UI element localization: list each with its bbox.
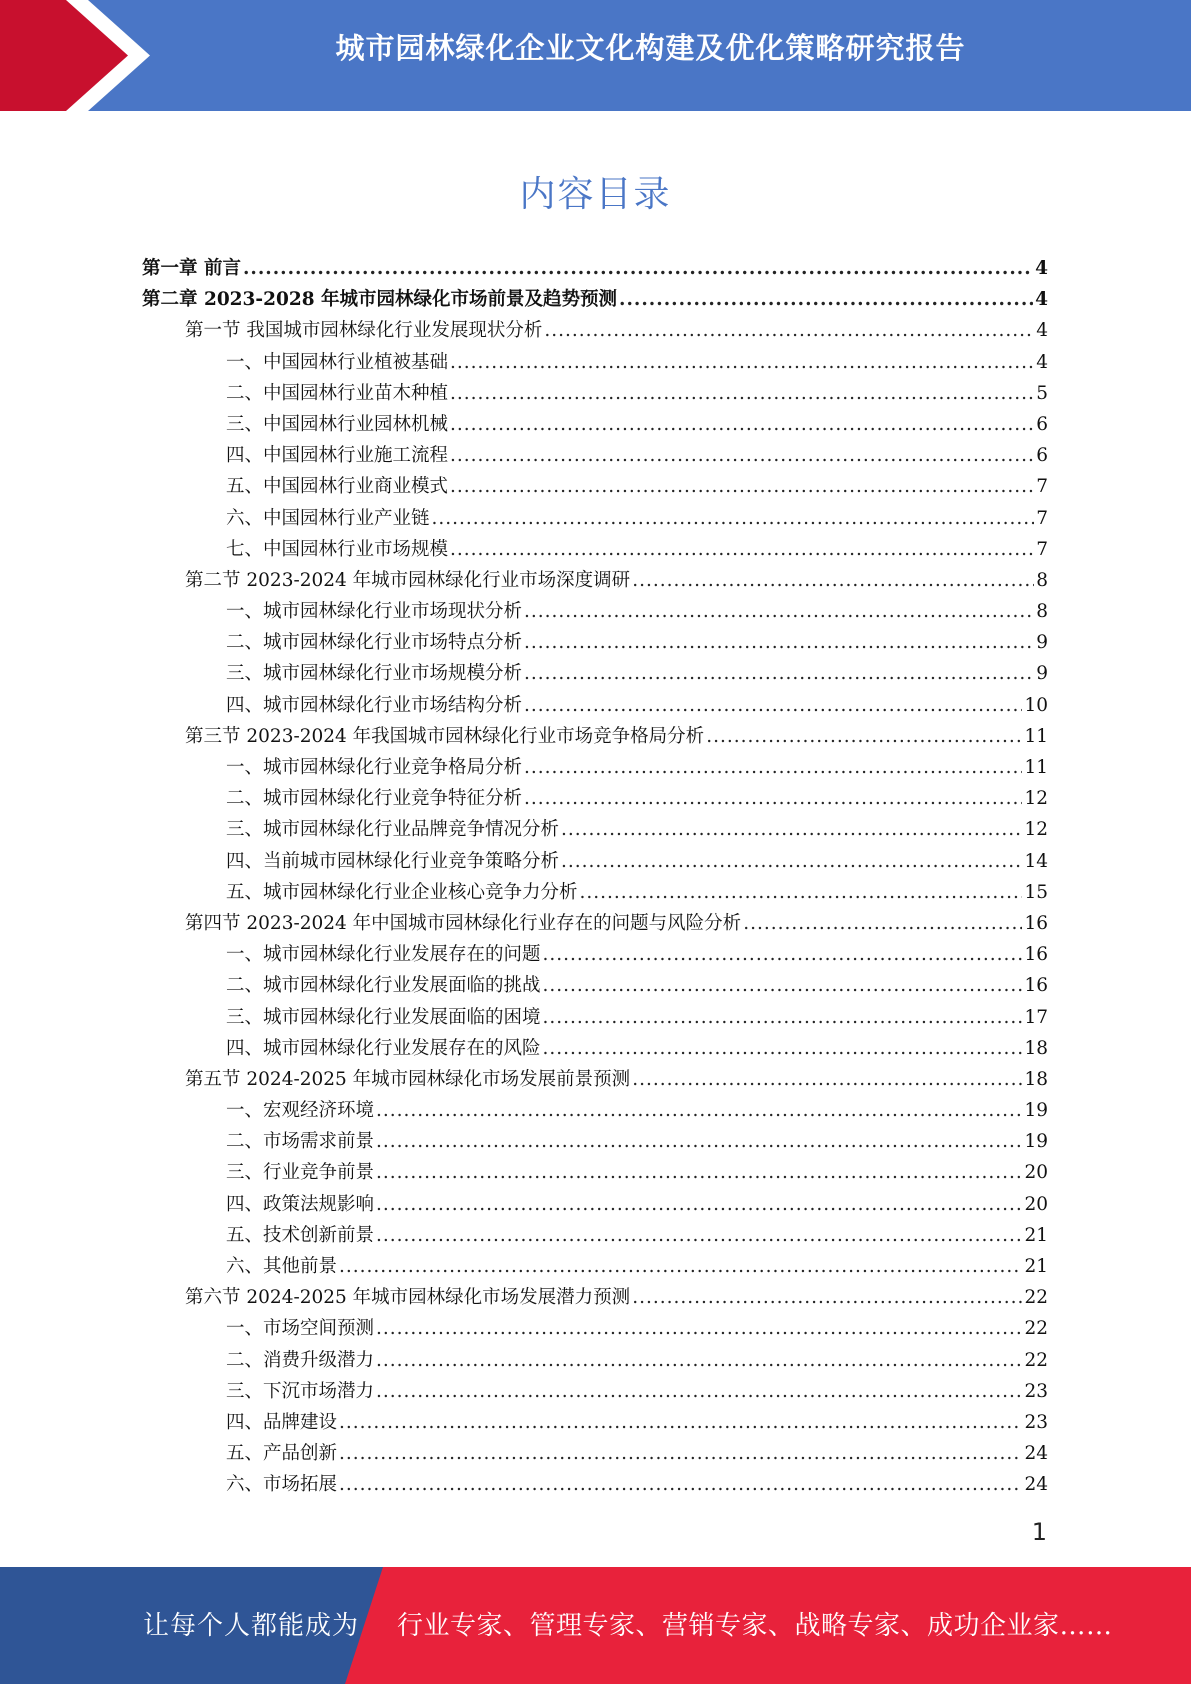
toc-dot-leader bbox=[376, 1376, 1022, 1407]
toc-entry[interactable] bbox=[142, 565, 1048, 596]
toc-entry-title: 第三节 2023-2024 年我国城市园林绿化行业市场竞争格局分析 bbox=[185, 725, 705, 747]
toc-entry[interactable] bbox=[142, 721, 1048, 752]
toc-dot-leader bbox=[339, 1407, 1022, 1438]
toc-entry[interactable] bbox=[142, 1002, 1048, 1033]
toc-dot-leader bbox=[706, 721, 1022, 752]
toc-entry-title: 二、城市园林绿化行业竞争特征分析 bbox=[226, 788, 523, 810]
toc-entry[interactable] bbox=[142, 1407, 1048, 1438]
toc-entry[interactable] bbox=[142, 908, 1048, 939]
toc-entry-title: 三、行业竞争前景 bbox=[226, 1162, 375, 1184]
toc-dot-leader bbox=[632, 1282, 1022, 1313]
toc-dot-leader bbox=[376, 1126, 1022, 1157]
toc-entry-page: 9 bbox=[1036, 632, 1048, 654]
toc-dot-leader bbox=[524, 690, 1022, 721]
toc-entry-page: 22 bbox=[1024, 1287, 1048, 1309]
toc-dot-leader bbox=[543, 939, 1023, 970]
toc-dot-leader bbox=[619, 284, 1033, 315]
toc-entry[interactable] bbox=[142, 315, 1048, 346]
toc-entry-page: 23 bbox=[1024, 1411, 1048, 1433]
toc-entry-title: 二、市场需求前景 bbox=[226, 1131, 375, 1153]
toc-entry-title: 第六节 2024-2025 年城市园林绿化市场发展潜力预测 bbox=[185, 1287, 631, 1309]
toc-dot-leader bbox=[339, 1469, 1022, 1500]
toc-entry-title: 四、品牌建设 bbox=[226, 1411, 338, 1433]
toc-entry[interactable] bbox=[142, 1469, 1048, 1500]
toc-entry-title: 第四节 2023-2024 年中国城市园林绿化行业存在的问题与风险分析 bbox=[185, 912, 742, 934]
toc-entry-title: 一、城市园林绿化行业竞争格局分析 bbox=[226, 757, 523, 778]
toc-entry-title: 二、消费升级潜力 bbox=[226, 1349, 375, 1371]
toc-entry-page: 7 bbox=[1036, 476, 1048, 498]
toc-entry-page: 9 bbox=[1036, 663, 1048, 685]
toc-entry-page: 6 bbox=[1036, 445, 1048, 467]
toc-entry-page: 21 bbox=[1024, 1224, 1048, 1246]
toc-dot-leader bbox=[376, 1157, 1022, 1188]
toc-dot-leader bbox=[339, 1438, 1022, 1469]
toc-dot-leader bbox=[561, 846, 1022, 877]
toc-entry-title: 五、技术创新前景 bbox=[226, 1224, 375, 1246]
toc-entry[interactable] bbox=[142, 1438, 1048, 1469]
toc-entry-title: 五、中国园林行业商业模式 bbox=[226, 476, 449, 498]
toc-dot-leader bbox=[524, 783, 1022, 814]
toc-entry-page: 12 bbox=[1024, 788, 1048, 810]
toc-entry-title: 三、城市园林绿化行业市场规模分析 bbox=[226, 663, 523, 685]
toc-entry[interactable] bbox=[142, 877, 1048, 908]
toc-entry-title: 第一章 前言 bbox=[142, 258, 241, 279]
table-of-contents bbox=[142, 253, 1048, 1501]
toc-entry-title: 四、当前城市园林绿化行业竞争策略分析 bbox=[226, 850, 560, 872]
toc-entry-title: 三、城市园林绿化行业发展面临的困境 bbox=[226, 1006, 541, 1028]
toc-entry-title: 六、中国园林行业产业链 bbox=[226, 507, 430, 529]
page-number: 1 bbox=[1031, 1518, 1047, 1546]
toc-entry-title: 第五节 2024-2025 年城市园林绿化市场发展前景预测 bbox=[185, 1068, 631, 1090]
toc-entry-title: 四、中国园林行业施工流程 bbox=[226, 445, 449, 467]
toc-dot-leader bbox=[524, 752, 1022, 783]
toc-entry-title: 二、城市园林绿化行业发展面临的挑战 bbox=[226, 975, 541, 997]
toc-entry-title: 一、城市园林绿化行业市场现状分析 bbox=[226, 601, 523, 623]
toc-entry-page: 23 bbox=[1024, 1380, 1048, 1402]
toc-dot-leader bbox=[450, 378, 1034, 409]
toc-entry-title: 四、城市园林绿化行业发展存在的风险 bbox=[226, 1037, 541, 1059]
toc-entry-page: 22 bbox=[1024, 1318, 1048, 1340]
toc-entry-page: 16 bbox=[1024, 944, 1048, 966]
footer-slogan-left: 让每个人都能成为 bbox=[143, 1611, 360, 1641]
toc-entry-page: 14 bbox=[1024, 850, 1048, 872]
toc-dot-leader bbox=[632, 565, 1034, 596]
toc-dot-leader bbox=[376, 1313, 1022, 1344]
toc-entry-title: 一、中国园林行业植被基础 bbox=[226, 351, 449, 373]
toc-entry-page: 5 bbox=[1036, 382, 1048, 404]
toc-dot-leader bbox=[632, 1064, 1022, 1095]
toc-dot-leader bbox=[450, 534, 1034, 565]
footer-slogan-right: 行业专家、管理专家、营销专家、战略专家、成功企业家…… bbox=[397, 1611, 1113, 1641]
toc-dot-leader bbox=[243, 253, 1033, 284]
report-title: 城市园林绿化企业文化构建及优化策略研究报告 bbox=[335, 31, 966, 65]
toc-entry-title: 四、政策法规影响 bbox=[226, 1193, 375, 1215]
toc-entry[interactable] bbox=[142, 1376, 1048, 1407]
toc-dot-leader bbox=[376, 1220, 1022, 1251]
toc-entry-title: 五、城市园林绿化行业企业核心竞争力分析 bbox=[226, 881, 578, 903]
toc-entry[interactable] bbox=[142, 378, 1048, 409]
toc-entry-title: 第二章 2023-2028 年城市园林绿化市场前景及趋势预测 bbox=[142, 289, 618, 311]
toc-entry[interactable] bbox=[142, 409, 1048, 440]
header-banner bbox=[0, 0, 1191, 111]
toc-entry-title: 三、下沉市场潜力 bbox=[226, 1380, 375, 1402]
toc-entry[interactable] bbox=[142, 503, 1048, 534]
toc-entry-page: 11 bbox=[1024, 725, 1048, 747]
toc-entry-title: 一、宏观经济环境 bbox=[226, 1100, 375, 1122]
toc-entry[interactable] bbox=[142, 783, 1048, 814]
toc-entry[interactable] bbox=[142, 627, 1048, 658]
toc-entry[interactable] bbox=[142, 1282, 1048, 1313]
toc-heading: 内容目录 bbox=[519, 174, 672, 215]
toc-dot-leader bbox=[432, 503, 1035, 534]
toc-entry-page: 18 bbox=[1024, 1037, 1048, 1059]
toc-entry[interactable] bbox=[142, 1220, 1048, 1251]
toc-entry[interactable] bbox=[142, 1189, 1048, 1220]
toc-entry-title: 六、市场拓展 bbox=[226, 1474, 338, 1496]
toc-dot-leader bbox=[580, 877, 1023, 908]
toc-entry-page: 6 bbox=[1036, 413, 1048, 435]
toc-entry-page: 7 bbox=[1036, 538, 1048, 560]
toc-entry-title: 七、中国园林行业市场规模 bbox=[226, 538, 449, 560]
toc-dot-leader bbox=[743, 908, 1022, 939]
toc-dot-leader bbox=[543, 1033, 1023, 1064]
toc-dot-leader bbox=[376, 1095, 1022, 1126]
toc-dot-leader bbox=[524, 627, 1034, 658]
toc-entry-title: 四、城市园林绿化行业市场结构分析 bbox=[226, 694, 523, 716]
toc-entry-page: 24 bbox=[1024, 1443, 1048, 1465]
toc-entry-title: 二、中国园林行业苗木种植 bbox=[226, 382, 449, 404]
footer-banner bbox=[0, 1567, 1191, 1684]
toc-entry[interactable] bbox=[142, 970, 1048, 1001]
toc-entry-title: 五、产品创新 bbox=[226, 1443, 338, 1465]
toc-entry[interactable] bbox=[142, 690, 1048, 721]
red-chevron-icon bbox=[0, 0, 160, 111]
toc-entry-page: 20 bbox=[1024, 1162, 1048, 1184]
toc-entry[interactable] bbox=[142, 534, 1048, 565]
toc-entry-page: 21 bbox=[1024, 1256, 1048, 1277]
toc-entry[interactable] bbox=[142, 471, 1048, 502]
toc-entry-page: 24 bbox=[1024, 1474, 1048, 1496]
toc-entry-page: 16 bbox=[1024, 912, 1048, 934]
toc-entry-title: 三、中国园林行业园林机械 bbox=[226, 413, 449, 435]
toc-entry-page: 8 bbox=[1036, 569, 1048, 591]
toc-entry-page: 10 bbox=[1024, 694, 1048, 716]
toc-dot-leader bbox=[450, 409, 1034, 440]
toc-entry[interactable] bbox=[142, 939, 1048, 970]
toc-entry-page: 4 bbox=[1035, 258, 1048, 279]
toc-entry-title: 第一节 我国城市园林绿化行业发展现状分析 bbox=[185, 320, 543, 342]
toc-entry-page: 4 bbox=[1036, 320, 1048, 342]
toc-entry-title: 三、城市园林绿化行业品牌竞争情况分析 bbox=[226, 819, 560, 841]
toc-entry-page: 19 bbox=[1024, 1100, 1048, 1122]
toc-dot-leader bbox=[524, 596, 1034, 627]
toc-entry[interactable] bbox=[142, 253, 1048, 284]
toc-entry[interactable] bbox=[142, 752, 1048, 783]
toc-dot-leader bbox=[339, 1251, 1022, 1282]
toc-entry[interactable] bbox=[142, 596, 1048, 627]
toc-entry-page: 15 bbox=[1024, 881, 1048, 903]
toc-entry[interactable] bbox=[142, 814, 1048, 845]
toc-entry-page: 12 bbox=[1024, 819, 1048, 841]
toc-entry-page: 8 bbox=[1036, 601, 1048, 623]
toc-entry-page: 7 bbox=[1036, 507, 1048, 529]
toc-entry-page: 17 bbox=[1024, 1006, 1048, 1028]
toc-entry[interactable] bbox=[142, 1126, 1048, 1157]
toc-dot-leader bbox=[543, 1002, 1023, 1033]
toc-dot-leader bbox=[450, 440, 1034, 471]
toc-entry-page: 11 bbox=[1024, 757, 1048, 778]
toc-dot-leader bbox=[544, 315, 1034, 346]
toc-entry-title: 一、市场空间预测 bbox=[226, 1318, 375, 1340]
toc-entry-page: 22 bbox=[1024, 1349, 1048, 1371]
toc-entry[interactable] bbox=[142, 1345, 1048, 1376]
toc-entry-page: 16 bbox=[1024, 975, 1048, 997]
toc-entry-title: 第二节 2023-2024 年城市园林绿化行业市场深度调研 bbox=[185, 569, 631, 591]
toc-dot-leader bbox=[450, 471, 1034, 502]
toc-entry[interactable] bbox=[142, 1033, 1048, 1064]
toc-entry[interactable] bbox=[142, 440, 1048, 471]
toc-dot-leader bbox=[376, 1345, 1022, 1376]
toc-entry[interactable] bbox=[142, 658, 1048, 689]
toc-entry-title: 六、其他前景 bbox=[226, 1256, 338, 1277]
toc-entry-page: 19 bbox=[1024, 1131, 1048, 1153]
toc-entry[interactable] bbox=[142, 1095, 1048, 1126]
toc-entry[interactable] bbox=[142, 1064, 1048, 1095]
toc-entry[interactable] bbox=[142, 347, 1048, 378]
toc-entry-page: 20 bbox=[1024, 1193, 1048, 1215]
toc-entry-page: 18 bbox=[1024, 1068, 1048, 1090]
toc-entry-page: 4 bbox=[1035, 289, 1048, 311]
toc-entry[interactable] bbox=[142, 1251, 1048, 1282]
toc-entry[interactable] bbox=[142, 1157, 1048, 1188]
toc-dot-leader bbox=[543, 970, 1023, 1001]
toc-entry-title: 一、城市园林绿化行业发展存在的问题 bbox=[226, 944, 541, 966]
toc-dot-leader bbox=[561, 814, 1022, 845]
toc-entry[interactable] bbox=[142, 284, 1048, 315]
toc-entry-page: 4 bbox=[1036, 351, 1048, 373]
toc-dot-leader bbox=[376, 1189, 1022, 1220]
toc-dot-leader bbox=[524, 658, 1034, 689]
toc-entry[interactable] bbox=[142, 846, 1048, 877]
toc-dot-leader bbox=[450, 347, 1034, 378]
toc-entry-title: 二、城市园林绿化行业市场特点分析 bbox=[226, 632, 523, 654]
toc-entry[interactable] bbox=[142, 1313, 1048, 1344]
